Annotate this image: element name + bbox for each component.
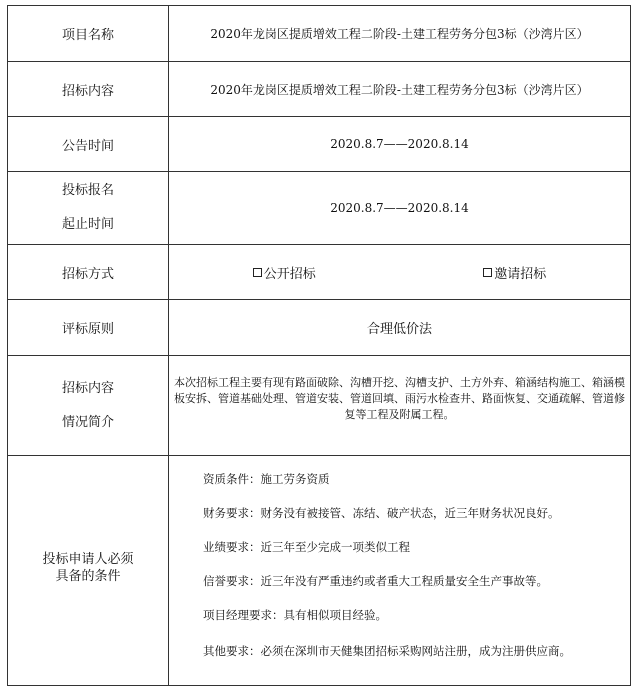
intro-value: 本次招标工程主要有现有路面破除、沟槽开挖、沟槽支护、土方外弃、箱涵结构施工、箱涵模板安拆、管道基础处理、管道安装、管道回填、雨污水检查井、路面恢复、交通疏解、管道修复等工程及附属工程。 — [174, 375, 625, 421]
option-open-label: 公开招标 — [263, 266, 316, 282]
checkbox-icon[interactable] — [483, 268, 492, 277]
requirement-item: 信誉要求：近三年没有严重违约或者重大工程质量安全生产事故等。 — [203, 574, 548, 588]
registration-value: 2020.8.7——2020.8.14 — [169, 172, 631, 245]
requirements-label-line1: 投标申请人必须 — [42, 552, 134, 567]
notice-time-label: 公告时间 — [8, 117, 169, 172]
intro-label — [8, 356, 169, 456]
row-requirements — [8, 456, 631, 686]
row-project-name — [8, 6, 631, 62]
row-notice-time — [8, 117, 631, 172]
option-open-tender[interactable] — [253, 263, 316, 282]
tender-content-value: 2020年龙岗区提质增效工程二阶段-土建工程劳务分包3标（沙湾片区） — [169, 62, 631, 117]
notice-time-value: 2020.8.7——2020.8.14 — [169, 117, 631, 172]
requirements-list — [169, 456, 631, 686]
option-invite-label: 邀请招标 — [494, 266, 547, 282]
requirement-item: 项目经理要求：具有相似项目经验。 — [203, 608, 387, 622]
row-registration — [8, 172, 631, 245]
requirements-label-line2: 具备的条件 — [55, 569, 121, 584]
checkbox-icon[interactable] — [253, 268, 262, 277]
intro-label-line2: 情况简介 — [61, 414, 114, 430]
row-tender-content — [8, 62, 631, 117]
option-invite-tender[interactable] — [483, 263, 546, 282]
intro-value-cell — [169, 356, 631, 456]
tender-info-table — [7, 5, 631, 686]
requirements-label — [8, 456, 169, 686]
tender-content-label: 招标内容 — [8, 62, 169, 117]
requirement-item: 财务要求：财务没有被接管、冻结、破产状态，近三年财务状况良好。 — [203, 506, 560, 520]
evaluation-value: 合理低价法 — [169, 300, 631, 356]
project-name-value: 2020年龙岗区提质增效工程二阶段-土建工程劳务分包3标（沙湾片区） — [169, 6, 631, 62]
requirement-item: 资质条件：施工劳务资质 — [203, 472, 330, 486]
registration-label — [8, 172, 169, 245]
row-method — [8, 245, 631, 300]
project-name-label: 项目名称 — [8, 6, 169, 62]
method-options — [169, 245, 631, 300]
requirement-item: 其他要求：必须在深圳市天健集团招标采购网站注册，成为注册供应商。 — [203, 644, 571, 658]
evaluation-label: 评标原则 — [8, 300, 169, 356]
registration-label-line2: 起止时间 — [61, 217, 114, 232]
registration-label-line1: 投标报名 — [61, 183, 114, 198]
requirement-item: 业绩要求：近三年至少完成一项类似工程 — [203, 540, 410, 554]
row-evaluation — [8, 300, 631, 356]
method-label: 招标方式 — [8, 245, 169, 300]
row-intro — [8, 356, 631, 456]
intro-label-line1: 招标内容 — [61, 380, 114, 396]
